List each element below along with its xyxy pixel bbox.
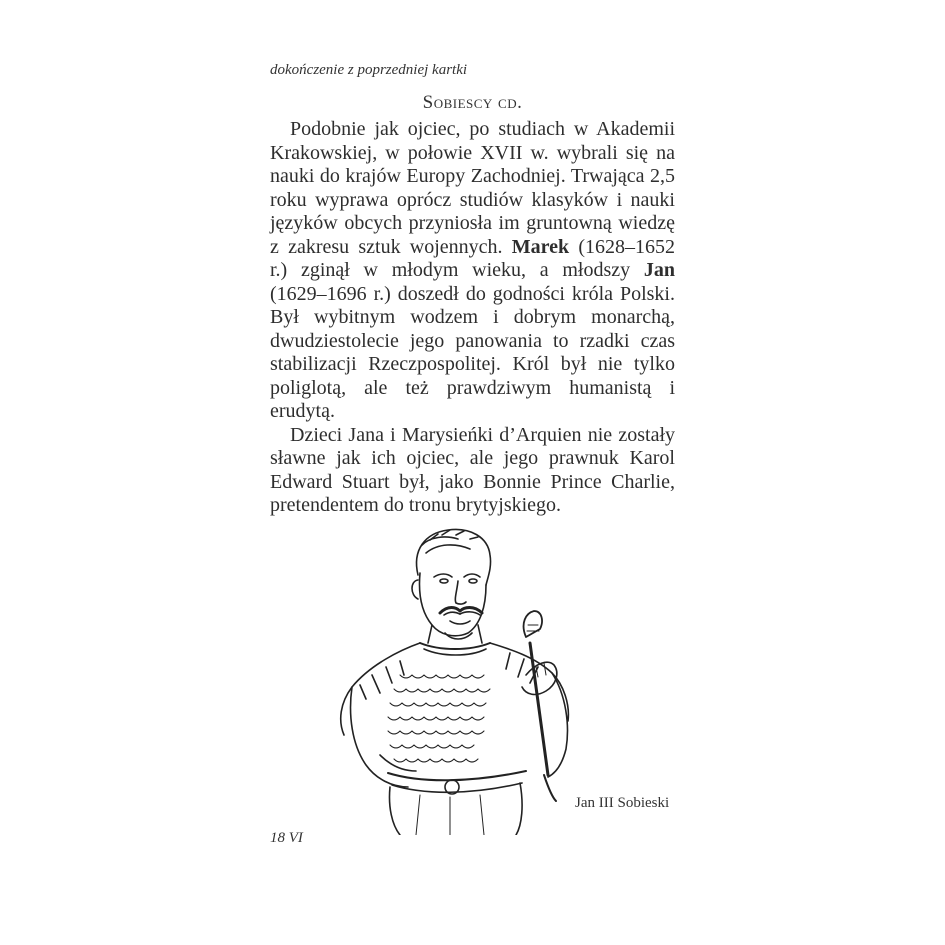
name-marek: Marek [511,235,570,258]
paragraph-1 [270,118,675,424]
paragraph-1-part-2: (1628–1652 r.) zginął w młodym wieku, a młodszy [270,235,676,281]
article-body [270,118,675,518]
paragraph-1-part-3: (1629–1696 r.) doszedł do godności króla Polski. Był wybitnym wodzem i dobrym monarchą, dwudziestolecie jego panowania to rzadki czas stabilizacji Rzeczpospolitej. Król był nie tylko poliglotą, ale też prawdziwym humanistą i erudytą. [270,282,675,422]
continuation-note: dokończenie z poprzedniej kartki [270,62,468,78]
portrait-caption: Jan III Sobieski [575,795,670,811]
portrait-illustration [330,525,585,835]
section-title-text: Sobiescy cd. [422,92,523,113]
paragraph-1-part-1: Podobnie jak ojciec, po studiach w Akademii Krakowskiej, w połowie XVII w. wybrali się na nauki do krajów Europy Zachodniej. Trwająca 2,5 roku wyprawa oprócz studiów klasyków i nauki języków obcych przyniosła im gruntowną wiedzę z zakresu sztuk wojennych. [270,118,675,258]
page-number: 18 VI [270,830,303,846]
name-jan: Jan [643,259,675,281]
paragraph-2: Dzieci Jana i Marysieńki d’Arquien nie zostały sławne jak ich ojciec, ale jego prawnuk Karol Edward Stuart był, jako Bonnie Prince Charlie, pretendentem do tronu brytyjskiego. [270,423,675,516]
section-title [270,92,675,114]
